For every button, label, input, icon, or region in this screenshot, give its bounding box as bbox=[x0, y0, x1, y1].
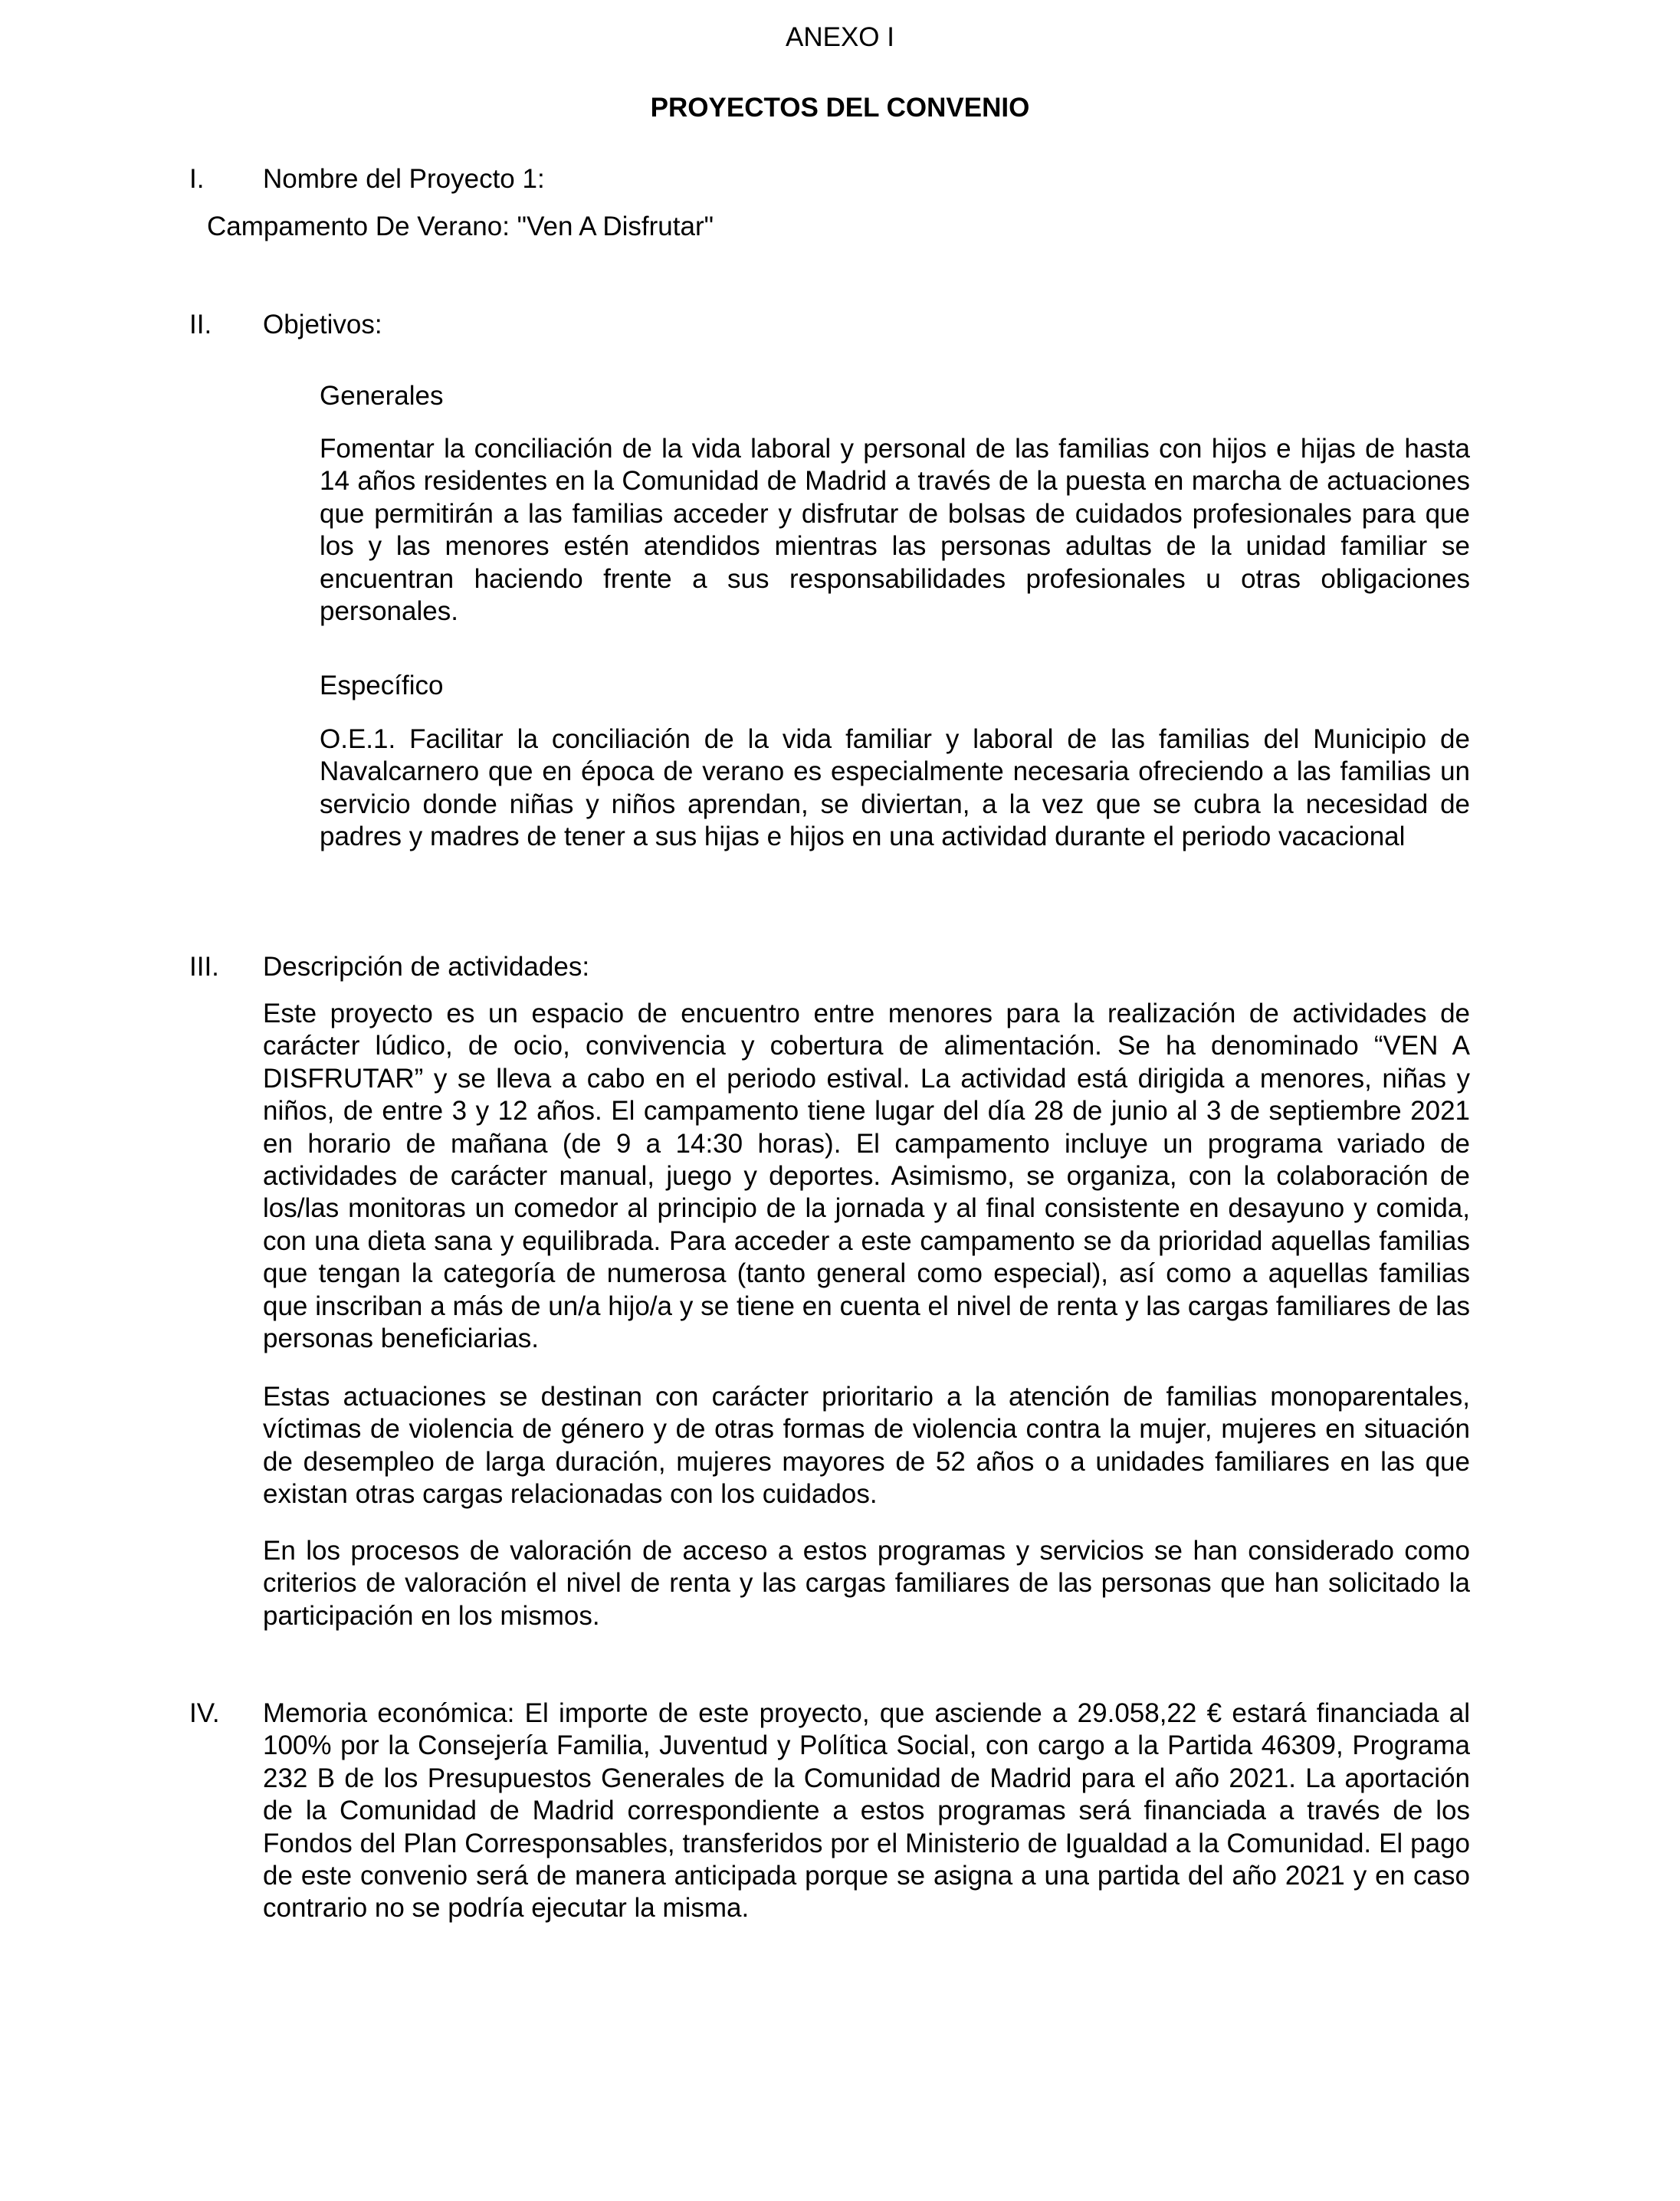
section-1-numeral: I. bbox=[189, 164, 205, 194]
section-2-label: Objetivos: bbox=[263, 310, 382, 339]
economic-memo-text: Memoria económica: El importe de este proyecto, que asciende a 29.058,22 € estará financiada al 100% por la Consejería Familia, Juventud y Política Social, con cargo a la Partida 46309, Programa 232 B de los Presupuestos Generales de la Comunidad de Madrid para el año 2021. La aportación de la Comunidad de Madrid correspondiente a estos programas será financiada a través de los Fondos del Plan Corresponsables, transferidos por el Ministerio de Igualdad a la Comunidad. El pago de este convenio será de manera anticipada porque se asigna a una partida del año 2021 y en caso contrario no se podría ejecutar la misma. bbox=[263, 1698, 1470, 1924]
general-objectives-heading: Generales bbox=[320, 381, 444, 411]
activities-paragraph-3: En los procesos de valoración de acceso a estos programas y servicios se han considerado como criterios de valoración el nivel de renta y las cargas familiares de las personas que han solicitado la participación en los mismos. bbox=[263, 1536, 1470, 1631]
general-objectives-text: Fomentar la conciliación de la vida laboral y personal de las familias con hijos e hijas de hasta 14 años residentes en la Comunidad de Madrid a través de la puesta en marcha de actuaciones que permitirán a las familias acceder y disfrutar de bolsas de cuidados profesionales para que los y las menores estén atendidos mientras las personas adultas de la unidad familiar se encuentran haciendo frente a sus responsabilidades profesionales u otras obligaciones personales. bbox=[320, 434, 1470, 627]
activities-paragraph-2: Estas actuaciones se destinan con carácter prioritario a la atención de familias monoparentales, víctimas de violencia de género y de otras formas de violencia contra la mujer, mujeres en situación de desempleo de larga duración, mujeres mayores de 52 años o a unidades familiares en las que existan otras cargas relacionadas con los cuidados. bbox=[263, 1382, 1470, 1510]
page-heading: PROYECTOS DEL CONVENIO bbox=[650, 93, 1030, 123]
section-4-numeral: IV. bbox=[189, 1698, 220, 1728]
activities-paragraph-1: Este proyecto es un espacio de encuentro entre menores para la realización de actividades de carácter lúdico, de ocio, convivencia y cobertura de alimentación. Se ha denominado “VEN A DISFRUTAR” y se lleva a cabo en el periodo estival. La actividad está dirigida a menores, niñas y niños, de entre 3 y 12 años. El campamento tiene lugar del día 28 de junio al 3 de septiembre 2021 en horario de mañana (de 9 a 14:30 horas). El campamento incluye un programa variado de actividades de carácter manual, juego y deportes. Asimismo, se organiza, con la colaboración de los/las monitoras un comedor al principio de la jornada y al final consistente en desayuno y comida, con una dieta sana y equilibrada. Para acceder a este campamento se da prioridad aquellas familias que tengan la categoría de numerosa (tanto general como especial), así como a aquellas familias que inscriban a más de un/a hijo/a y se tiene en cuenta el nivel de renta y las cargas familiares de las personas beneficiarias. bbox=[263, 999, 1470, 1354]
project-name: Campamento De Verano: "Ven A Disfrutar" bbox=[207, 212, 714, 241]
section-1-label: Nombre del Proyecto 1: bbox=[263, 164, 545, 194]
section-3-numeral: III. bbox=[189, 952, 219, 982]
specific-objective-heading: Específico bbox=[320, 671, 444, 700]
section-3-label: Descripción de actividades: bbox=[263, 952, 590, 982]
specific-objective-text: O.E.1. Facilitar la conciliación de la vida familiar y laboral de las familias del Municipio de Navalcarnero que en época de verano es especialmente necesaria ofreciendo a las familias un servicio donde niñas y niños aprendan, se diviertan, a la vez que se cubra la necesidad de padres y madres de tener a sus hijas e hijos en una actividad durante el periodo vacacional bbox=[320, 724, 1470, 852]
section-2-numeral: II. bbox=[189, 310, 212, 339]
annex-title: ANEXO I bbox=[786, 22, 894, 52]
